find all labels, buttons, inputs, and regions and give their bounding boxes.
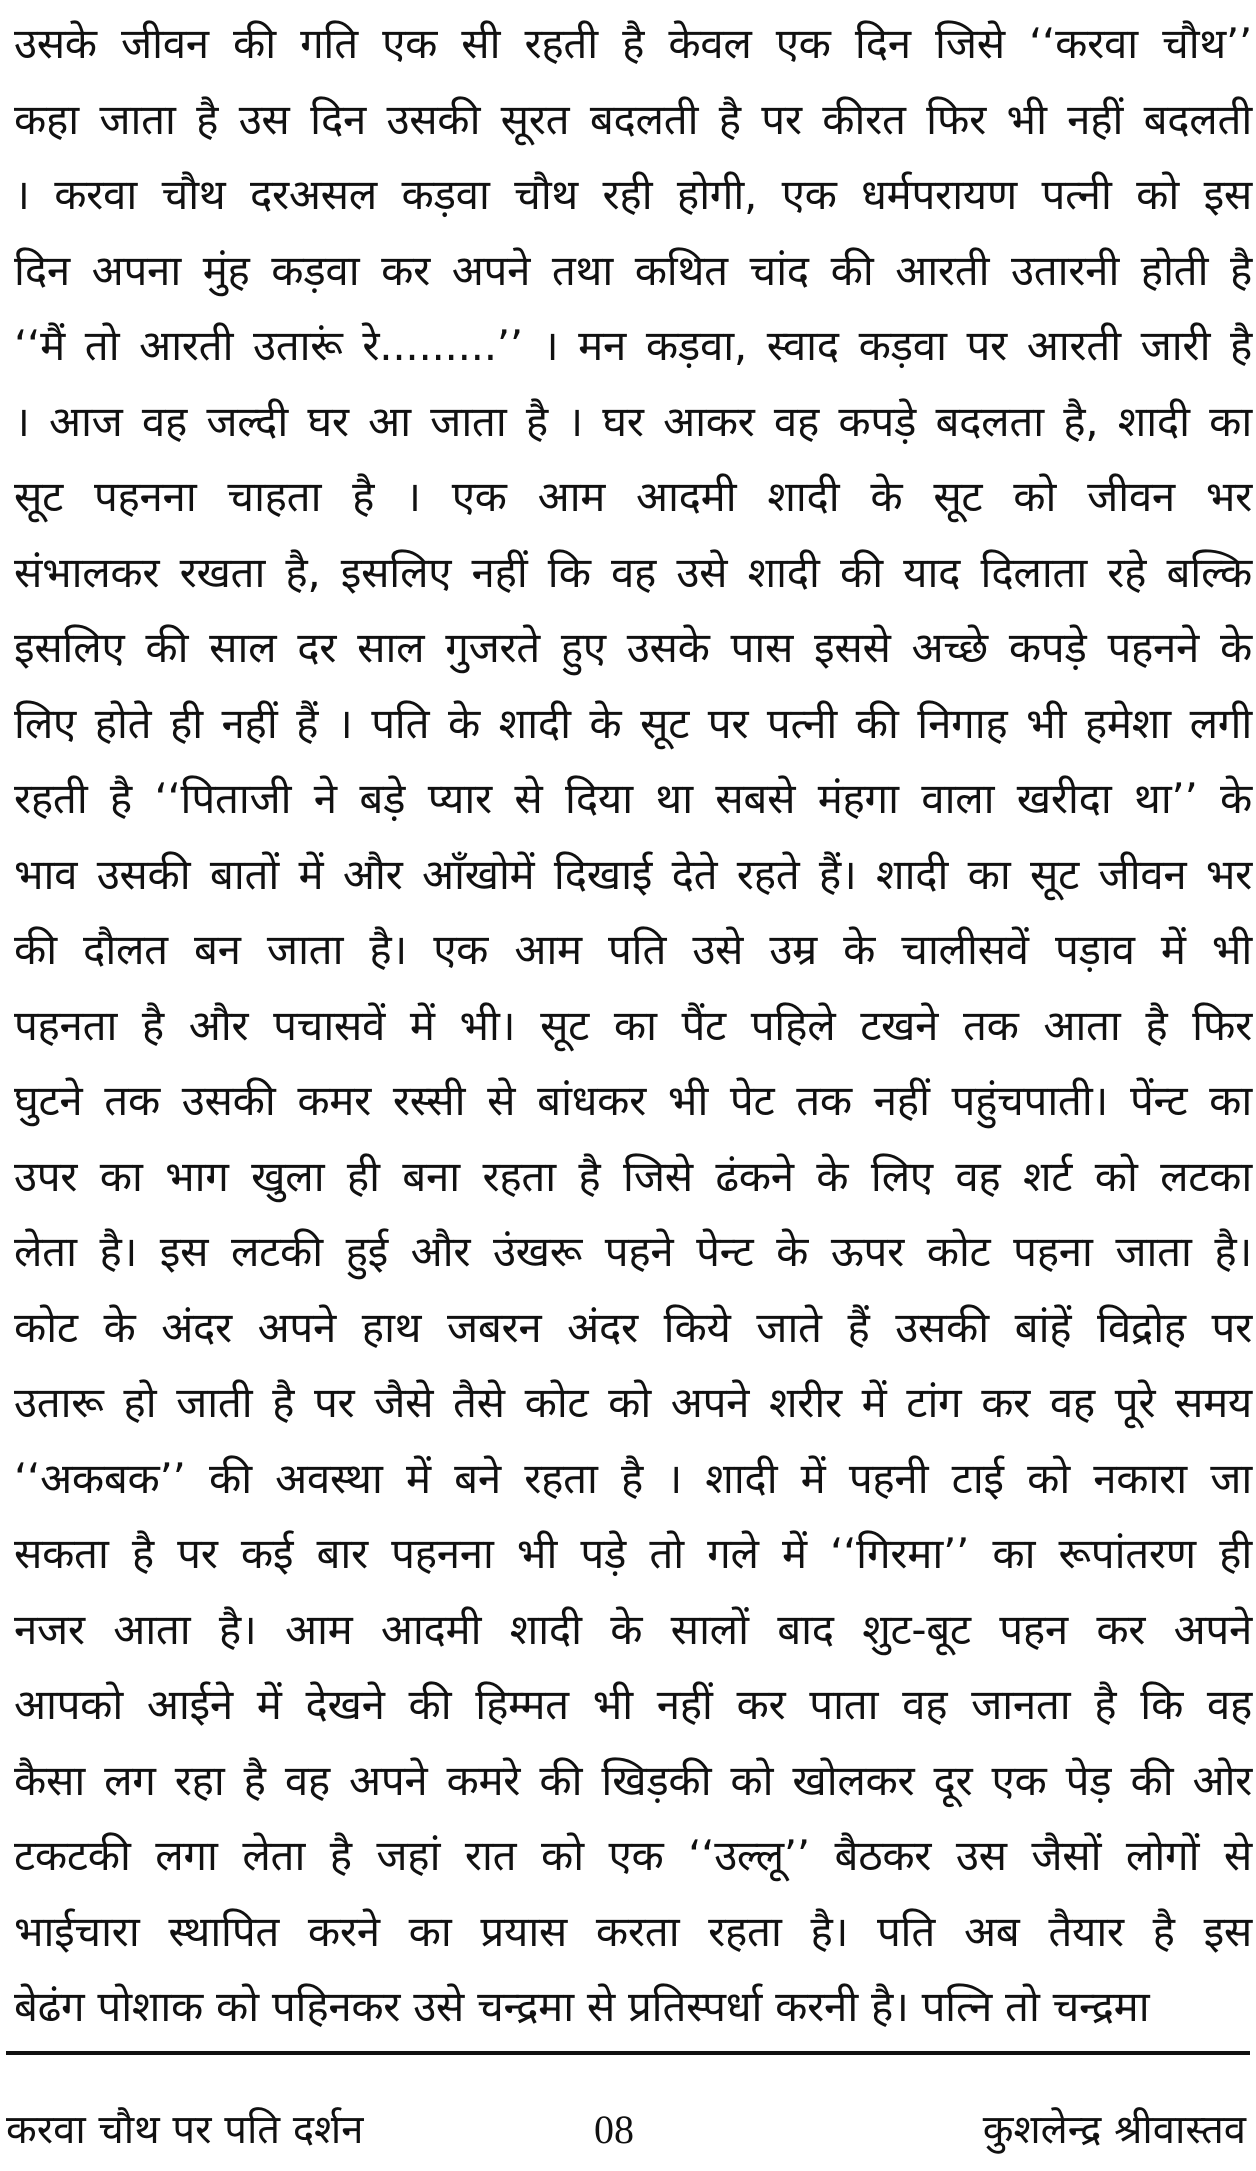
text-line: । करवा चौथ दरअसल कड़वा चौथ रही होगी, एक धर्मपरायण पत्नी को इस: [14, 170, 1252, 219]
footer-divider: [6, 2051, 1250, 2055]
text-line: इसलिए की साल दर साल गुजरते हुए उसके पास इससे अच्छे कपड़े पहनने के: [14, 623, 1252, 672]
footer-title: करवा चौथ पर पति दर्शन: [6, 2107, 364, 2153]
text-line: लिए होते ही नहीं हैं । पति के शादी के सूट पर पत्नी की निगाह भी हमेशा लगी: [14, 698, 1252, 748]
text-line: भाव उसकी बातों में और आँखोमें दिखाई देते रहते हैं। शादी का सूट जीवन भर: [14, 849, 1252, 899]
text-line: उपर का भाग खुला ही बना रहता है जिसे ढंकने के लिए वह शर्ट को लटका: [14, 1151, 1252, 1201]
body-text: [14, 6, 1252, 2045]
text-line: पहनता है और पचासवें में भी। सूट का पैंट पहिले टखने तक आता है फिर: [14, 1000, 1252, 1050]
text-line: कैसा लग रहा है वह अपने कमरे की खिड़की को खोलकर दूर एक पेड़ की ओर: [14, 1755, 1252, 1805]
text-line: उसके जीवन की गति एक सी रहती है केवल एक दिन जिसे ‘‘करवा चौथ’’: [14, 19, 1252, 68]
text-line: की दौलत बन जाता है। एक आम पति उसे उम्र के चालीसवें पड़ाव में भी: [14, 925, 1252, 974]
page-footer: [6, 2095, 1250, 2165]
text-line: भाईचारा स्थापित करने का प्रयास करता रहता है। पति अब तैयार है इस: [14, 1906, 1252, 1956]
text-line: बेढंग पोशाक को पहिनकर उसे चन्द्रमा से प्रतिस्पर्धा करनी है। पत्नि तो चन्द्रमा: [14, 1982, 1150, 2031]
text-line: घुटने तक उसकी कमर रस्सी से बांधकर भी पेट तक नहीं पहुंचपाती। पेंन्ट का: [14, 1076, 1252, 1125]
text-line: लेता है। इस लटकी हुई और उंखरू पहने पेन्ट के ऊपर कोट पहना जाता है।: [14, 1227, 1252, 1276]
text-line: कहा जाता है उस दिन उसकी सूरत बदलती है पर कीरत फिर भी नहीं बदलती: [14, 94, 1252, 144]
text-line: कोट के अंदर अपने हाथ जबरन अंदर किये जाते हैं उसकी बांहें विद्रोह पर: [14, 1302, 1252, 1352]
text-line: दिन अपना मुंह कड़वा कर अपने तथा कथित चांद की आरती उतारनी होती है: [14, 245, 1252, 295]
text-line: संभालकर रखता है, इसलिए नहीं कि वह उसे शादी की याद दिलाता रहे बल्कि: [14, 547, 1252, 597]
text-line: ‘‘अकबक’’ की अवस्था में बने रहता है । शादी में पहनी टाई को नकारा जा: [14, 1453, 1252, 1503]
text-line: रहती है ‘‘पिताजी ने बड़े प्यार से दिया था सबसे मंहगा वाला खरीदा था’’ के: [14, 774, 1252, 823]
page-number: 08: [594, 2107, 634, 2152]
text-line: । आज वह जल्दी घर आ जाता है । घर आकर वह कपड़े बदलता है, शादी का: [14, 396, 1252, 446]
text-line: उतारू हो जाती है पर जैसे तैसे कोट को अपने शरीर में टांग कर वह पूरे समय: [14, 1378, 1252, 1427]
text-line: सकता है पर कई बार पहनना भी पड़े तो गले में ‘‘गिरमा’’ का रूपांतरण ही: [14, 1529, 1252, 1578]
text-line: सूट पहनना चाहता है । एक आम आदमी शादी के सूट को जीवन भर: [14, 472, 1252, 521]
text-line: नजर आता है। आम आदमी शादी के सालों बाद शुट-बूट पहन कर अपने: [14, 1604, 1252, 1654]
text-line: आपको आईने में देखने की हिम्मत भी नहीं कर पाता वह जानता है कि वह: [14, 1680, 1252, 1729]
footer-author: कुशलेन्द्र श्रीवास्तव: [982, 2107, 1246, 2153]
text-line: ‘‘मैं तो आरती उतारूं रे.........’’ । मन कड़वा, स्वाद कड़वा पर आरती जारी है: [14, 321, 1252, 370]
text-line: टकटकी लगा लेता है जहां रात को एक ‘‘उल्लू’’ बैठकर उस जैसों लोगों से: [14, 1831, 1252, 1880]
